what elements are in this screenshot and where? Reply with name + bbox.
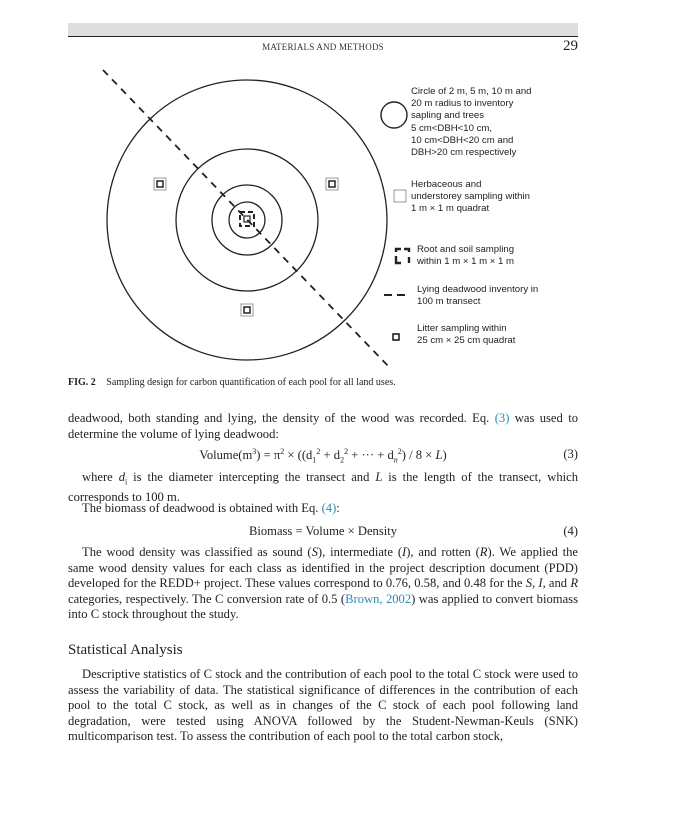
figure-sampling-design xyxy=(0,0,675,380)
legend-circles: Circle of 2 m, 5 m, 10 m and 20 m radius to inventory sapling and trees 5 cm<DBH<10 cm, 10 cm<DBH<20 cm and DBH>20 cm respectively xyxy=(411,86,532,159)
section-title-statistical-analysis: Statistical Analysis xyxy=(68,642,183,658)
paragraph-where: where $d_i$ is the diameter intercepting the transect and L is the length of the transect, which corresponds to 100 m. xyxy=(68,470,578,505)
figure-label: FIG. 2 xyxy=(68,377,96,388)
eq3-link[interactable]: (3) xyxy=(494,411,510,425)
equation-4-body: Biomass = Volume × Density xyxy=(248,524,398,538)
paragraph-biomass: The biomass of deadwood is obtained with Eq. (4): xyxy=(82,501,340,515)
brown-2002-citation-link[interactable]: Brown, 2002 xyxy=(345,591,412,606)
legend-root-soil: Root and soil sampling within 1 m × 1 m × 1 m xyxy=(417,244,515,268)
legend-litter: Litter sampling within 25 cm × 25 cm quadrat xyxy=(417,323,516,347)
equation-3-body: $Volume(m^3) = \pi^2 \times ((d_1^2 + d_2^2$ + ··· + $d_n^2) / 8 \times L$) xyxy=(199,447,447,465)
running-head: MATERIALS AND METHODS xyxy=(262,42,384,52)
paragraph-deadwood: deadwood, both standing and lying, the density of the wood was recorded. Eq. (3) was used to determine the volume of lying deadwood: xyxy=(68,411,578,441)
figure-caption xyxy=(68,377,396,388)
equation-3-number: (3) xyxy=(563,447,578,461)
paragraph-statistical-analysis: Descriptive statistics of C stock and the contribution of each pool to the total C stock were used to assess the variability of data. The statistical significance of differences in the contribution of each pool to the total C stock, as well as in changes of the C stock of each pool following land degradation, were tested using ANOVA followed by the Student-Newman-Keuls (SNK) multicomparison test. To assess the contribution of each pool to the total carbon stock, xyxy=(68,667,578,744)
circle-10m xyxy=(176,149,318,291)
transect-dashed-line xyxy=(103,70,390,368)
sampling-design-diagram xyxy=(0,0,675,380)
page-number: 29 xyxy=(563,38,578,54)
legend-deadwood: Lying deadwood inventory in 100 m transect xyxy=(417,284,539,308)
dashed-bracket-square-icon xyxy=(396,249,409,263)
circle-icon xyxy=(381,102,407,128)
circle-5m xyxy=(212,185,282,255)
legend-herbaceous: Herbaceous and understorey sampling within 1 m × 1 m quadrat xyxy=(411,179,530,215)
paragraph-wood-density: The wood density was classified as sound (S), intermediate (I), and rotten (R). We applied the same wood density values for each class as identified in the project description document (PDD) developed for the REDD+ project. These values correspond to 0.76, 0.58, and 0.48 for the S, I, and R categories, respectively. The C conversion rate of 0.5 (Brown, 2002) was applied to convert biomass into C stock throughout the study. xyxy=(68,545,579,622)
circle-20m xyxy=(107,80,387,360)
equation-4-number: (4) xyxy=(563,524,578,538)
square-quadrat-icon xyxy=(394,190,406,202)
eq4-link[interactable]: (4) xyxy=(321,501,337,515)
caption-text: Sampling design for carbon quantification of each pool for all land uses. xyxy=(106,377,396,388)
small-square-icon xyxy=(393,334,399,340)
